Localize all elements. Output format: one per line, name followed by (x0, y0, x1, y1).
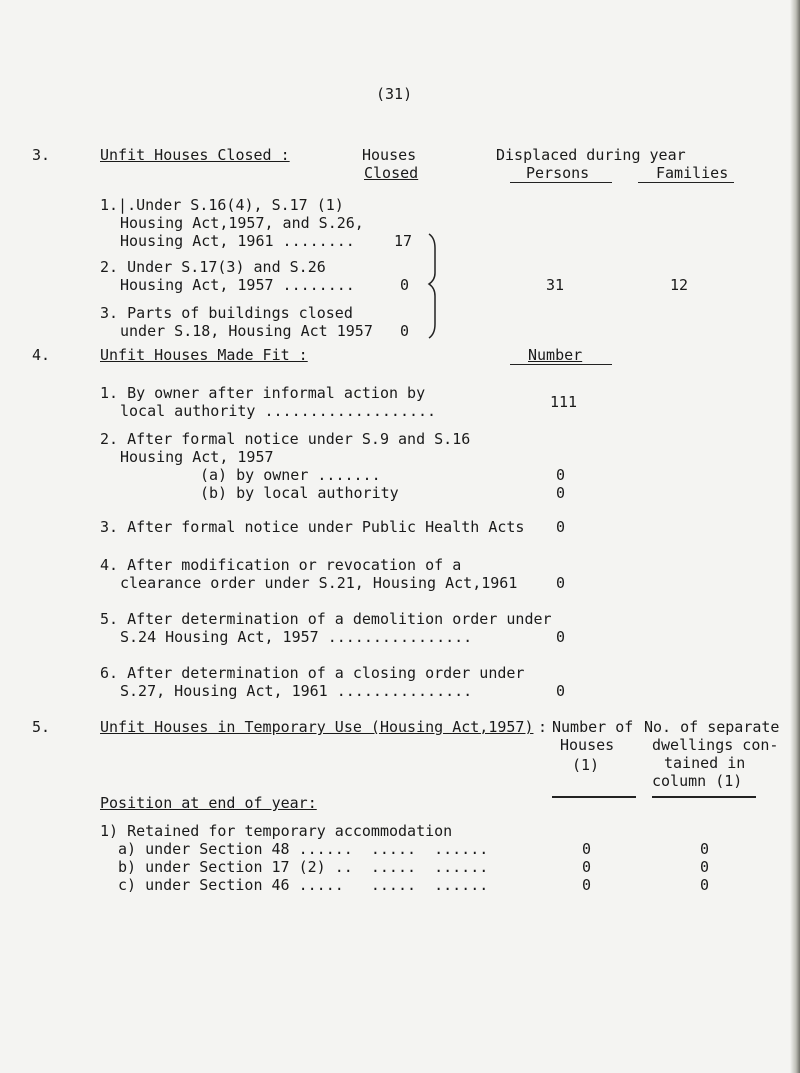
s4-item3-value: 0 (556, 518, 566, 536)
houses-header-1: Houses (362, 146, 417, 164)
s4-item2-line2: Housing Act, 1957 (120, 448, 274, 466)
s3-item3-value: 0 (400, 322, 410, 340)
section-5-title: Unfit Houses in Temporary Use (Housing Act,1957) (100, 718, 534, 736)
scan-page-edge (790, 0, 800, 1073)
s4-item1-line1: 1. By owner after informal action by (100, 384, 426, 402)
persons-underline (510, 182, 612, 183)
s4-item4-line1: 4. After modification or revocation of a (100, 556, 462, 574)
row-b-dwellings: 0 (700, 858, 710, 876)
position-label: Position at end of year: (100, 794, 317, 812)
s4-item1-line2: local authority ................... (120, 402, 437, 420)
s4-item1-value: 111 (550, 393, 578, 411)
row-a-houses: 0 (582, 840, 592, 858)
dwellings-col-header-2: dwellings con- (652, 736, 779, 754)
s3-item1-value: 17 (394, 232, 413, 250)
row-c-label: c) under Section 46 ..... ..... ...... (118, 876, 489, 894)
row-c-houses: 0 (582, 876, 592, 894)
s4-item2a: (a) by owner ....... (200, 466, 381, 484)
retained-label: 1) Retained for temporary accommodation (100, 822, 453, 840)
s3-item2-line1: 2. Under S.17(3) and S.26 (100, 258, 326, 276)
s3-item1-line2: Housing Act,1957, and S.26, (120, 214, 364, 232)
families-header: Families (656, 164, 729, 182)
s4-item6-line2: S.27, Housing Act, 1961 ............... (120, 682, 473, 700)
houses-header-2: Closed (364, 164, 419, 182)
s3-item1-line1: 1.|.Under S.16(4), S.17 (1) (100, 196, 344, 214)
dwellings-col-header-1: No. of separate (644, 718, 780, 736)
s4-item5-line1: 5. After determination of a demolition order under (100, 610, 552, 628)
section-3-number: 3. (32, 146, 51, 164)
grouping-bracket (425, 228, 445, 344)
s4-item2a-value: 0 (556, 466, 566, 484)
s4-item5-line2: S.24 Housing Act, 1957 ................ (120, 628, 473, 646)
dwellings-col-rule (652, 796, 756, 798)
s3-item3-line2: under S.18, Housing Act 1957 (120, 322, 373, 340)
persons-value: 31 (546, 276, 565, 294)
s3-item2-value: 0 (400, 276, 410, 294)
number-header: Number (528, 346, 583, 364)
houses-col-rule (552, 796, 636, 798)
section-4-title: Unfit Houses Made Fit : (100, 346, 308, 364)
s4-item6-line1: 6. After determination of a closing order under (100, 664, 525, 682)
s4-item4-line2: clearance order under S.21, Housing Act,1961 (120, 574, 518, 592)
number-underline (510, 364, 612, 365)
row-a-dwellings: 0 (700, 840, 710, 858)
s3-item1-line3: Housing Act, 1961 ........ (120, 232, 355, 250)
section-5-colon: : (538, 718, 548, 736)
s4-item6-value: 0 (556, 682, 566, 700)
houses-col-header-3: (1) (572, 756, 600, 774)
houses-col-header-1: Number of (552, 718, 634, 736)
families-value: 12 (670, 276, 689, 294)
families-underline (638, 182, 734, 183)
dwellings-col-header-4: column (1) (652, 772, 743, 790)
section-5-number: 5. (32, 718, 51, 736)
row-b-label: b) under Section 17 (2) .. ..... ...... (118, 858, 489, 876)
row-c-dwellings: 0 (700, 876, 710, 894)
page-number: (31) (376, 85, 413, 103)
s4-item5-value: 0 (556, 628, 566, 646)
section-3-title: Unfit Houses Closed : (100, 146, 290, 164)
displaced-header: Displaced during year (496, 146, 686, 164)
row-a-label: a) under Section 48 ...... ..... ...... (118, 840, 489, 858)
s4-item3: 3. After formal notice under Public Health Acts (100, 518, 525, 536)
row-b-houses: 0 (582, 858, 592, 876)
s4-item4-value: 0 (556, 574, 566, 592)
dwellings-col-header-3: tained in (664, 754, 746, 772)
section-4-number: 4. (32, 346, 51, 364)
s4-item2b-value: 0 (556, 484, 566, 502)
s4-item2b: (b) by local authority (200, 484, 399, 502)
s3-item2-line2: Housing Act, 1957 ........ (120, 276, 355, 294)
s4-item2-line1: 2. After formal notice under S.9 and S.16 (100, 430, 471, 448)
persons-header: Persons (526, 164, 590, 182)
houses-col-header-2: Houses (560, 736, 615, 754)
s3-item3-line1: 3. Parts of buildings closed (100, 304, 353, 322)
